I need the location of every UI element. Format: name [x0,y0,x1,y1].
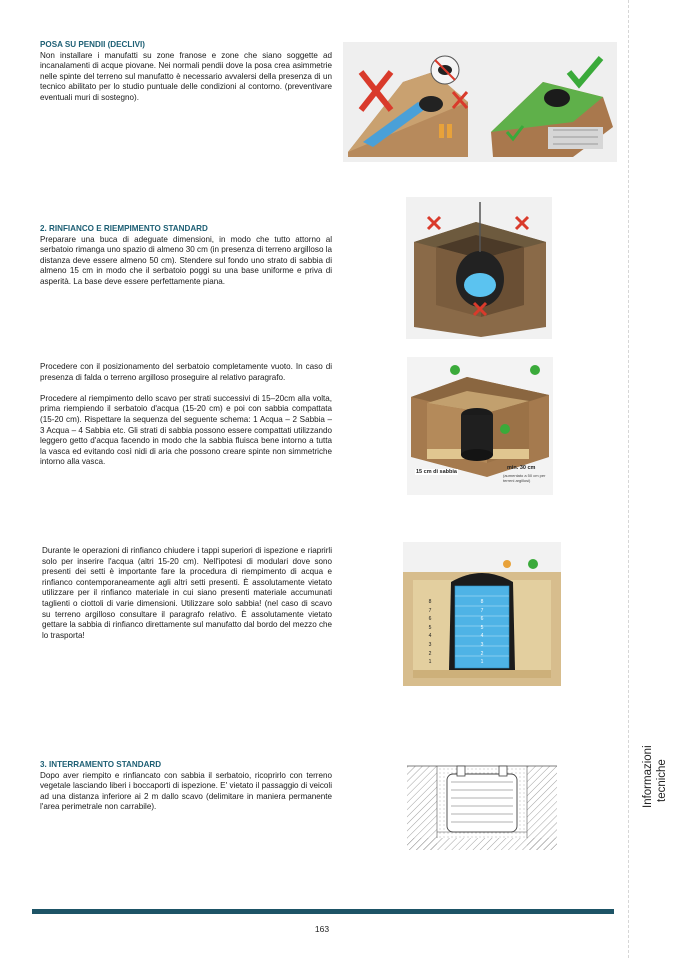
text-line: paragrafo relativo. È assolutamente vietato gettare la sabbia di rinfianco [42,609,332,630]
text-line: di acqua e rinfianco contemporaneamente agli altri setti presenti. È [42,567,332,587]
text-line: nidi di aria che possono creare spinte non simmetriche intorno alla vasca. [40,446,333,467]
text-line: piana. [202,276,225,286]
sand-layer-label: 15 cm di sabbia [416,469,457,475]
layer-number: 1 [480,659,484,666]
text-line: strato di sabbia di almeno 15 cm in modo che il serbatoio poggi su una [40,255,332,276]
gap-label: min. 30 cm [507,465,536,471]
text-line: terreno vegetale lasciando liberi i boccaporti di ispezione. E' vietato il [40,770,332,791]
text-line: Utilizzare solo sabbia! (nel caso di scavo su terreno argilloso consultare il [42,598,332,619]
text-line: Durante le operazioni di rinfianco chiudere i tappi superiori di ispezione e [42,546,306,555]
paragraph [40,51,332,104]
layer-number: 5 [480,624,484,631]
text-line: In caso di presenza di falda o terreno argilloso proseguire al relativo [40,362,332,382]
text-line: Dopo aver riempito e rinfiancato con sabbia il serbatoio, ricoprirlo con [40,770,303,780]
burial-section-drawing [407,760,557,850]
text-line: asimmetrie nelle spinte del terreno sul manufatto è necessario avvalersi [40,61,333,81]
text-line: argilloso la distanza deve essere almeno 50 cm). Stendere sul fondo uno [40,245,332,265]
text-line: sabbia compattata (15-20 cm). Rispettare la sequenza del seguente [40,404,332,424]
text-line: al contorno. (preventivare eventuali muri di sostegno). [40,82,333,102]
layered-filling-illustration [403,542,561,686]
layer-number: 8 [428,599,432,605]
text-line: riaprirli solo per inserire l'acqua (altri 15-20 cm). Nell'ipotesi di modulari [42,546,332,566]
layer-number: 4 [428,633,432,640]
layer-number: 2 [428,650,432,657]
paragraph [42,546,332,641]
layer-number: 2 [480,650,484,657]
page-number: 163 [314,924,330,934]
section-slopes [40,40,332,104]
layer-number: 6 [480,616,484,623]
sidebar-divider [628,0,629,958]
sidebar-section-tab[interactable] [636,740,676,840]
footer-bar [32,909,614,914]
section-heading: 3. INTERRAMENTO STANDARD [40,760,162,769]
water-layer-number-column [477,598,487,667]
text-line: Non installare i manufatti su zone franose e zone che siano soggette ad [40,50,332,60]
paragraph [40,394,332,468]
layer-number: 4 [480,633,484,640]
sidebar-label-line1: Informazioni [642,745,654,808]
text-line: direttamente sul manufatto dal bordo del mezzo che lo trasporta! [42,620,333,640]
paragraph [40,362,332,383]
paragraph [40,235,332,288]
section-heading: 2. RINFIANCO E RIEMPIMENTO STANDARD [40,224,208,233]
text-line: base uniforme e priva di asperità. La base deve essere perfettamente [40,266,332,286]
paragraph [40,771,332,813]
text-line: assolutamente vietato utilizzare per il rinfianco materiale in cui siano [42,577,332,598]
layer-number: 7 [428,607,432,614]
layer-number: 6 [428,616,432,623]
text-line: possono essere compattati utilizzando leggero getto d'acqua facendo in [40,425,333,446]
text-line: Procedere con il posizionamento del serbatoio completamente vuoto. [40,362,293,371]
sidebar-label-line2: tecniche [656,759,668,802]
section-burial-standard [40,760,332,813]
slope-installation-illustration [343,42,617,162]
section-backfill-procedure [42,546,332,641]
text-line: presenti materiale accumunati taglienti o ciottoli di varie dimensioni. [42,588,332,608]
gap-note-label: (aumentato a 50 cm per terreni argillosi) [503,473,546,483]
layer-number: 5 [428,624,432,631]
text-line: passaggio di veicoli ad una distanza inferiore ai 2 m dallo scavo (delimitare [40,781,332,801]
excavation-tank-illustration [406,197,552,339]
section-backfill-standard [40,224,332,288]
text-line: schema: 1 Acqua – 2 Sabbia – 3 Acqua – 4 Sabbia etc. Gli strati di sabbia [40,414,333,435]
layer-number: 1 [428,659,432,666]
layer-number: 3 [428,641,432,648]
layer-number: 3 [480,641,484,648]
text-line: Preparare una buca di adeguate dimensioni, in modo che tutto attorno [40,234,321,244]
text-line: dove sono presenti dei setti è importante fare la procedura di riempimento [42,556,332,577]
text-line: in maniera permanente l'area perimetrale non carrabile). [40,791,333,812]
layer-number: 8 [480,599,484,605]
text-line: paragrafo. [248,372,286,382]
sand-layer-number-column [425,598,435,667]
text-line: della presenza di un tecnico abilitato per lo studio puntuale delle condizioni [40,71,332,92]
text-line: modo che la sabbia fluisca bene intorno a tutta la vasca ed evitando così [40,436,333,456]
section-positioning [40,362,332,468]
sand-bed-illustration [407,357,553,495]
layer-number: 7 [480,607,484,614]
section-heading: POSA SU PENDII (DECLIVI) [40,40,145,49]
text-line: Procedere al riempimento dello scavo per strati successivi di 15–20cm [40,393,295,403]
text-line: al serbatoio rimanga uno spazio di almeno 30 cm (in presenza di terreno [40,234,333,255]
text-line: incanalamenti di acque piovane. Nei normali pendii dove la posa crea [40,61,291,71]
text-line: alla volta, prima riempiendo il serbatoio d'acqua (15-20 cm) e poi con [40,393,332,414]
